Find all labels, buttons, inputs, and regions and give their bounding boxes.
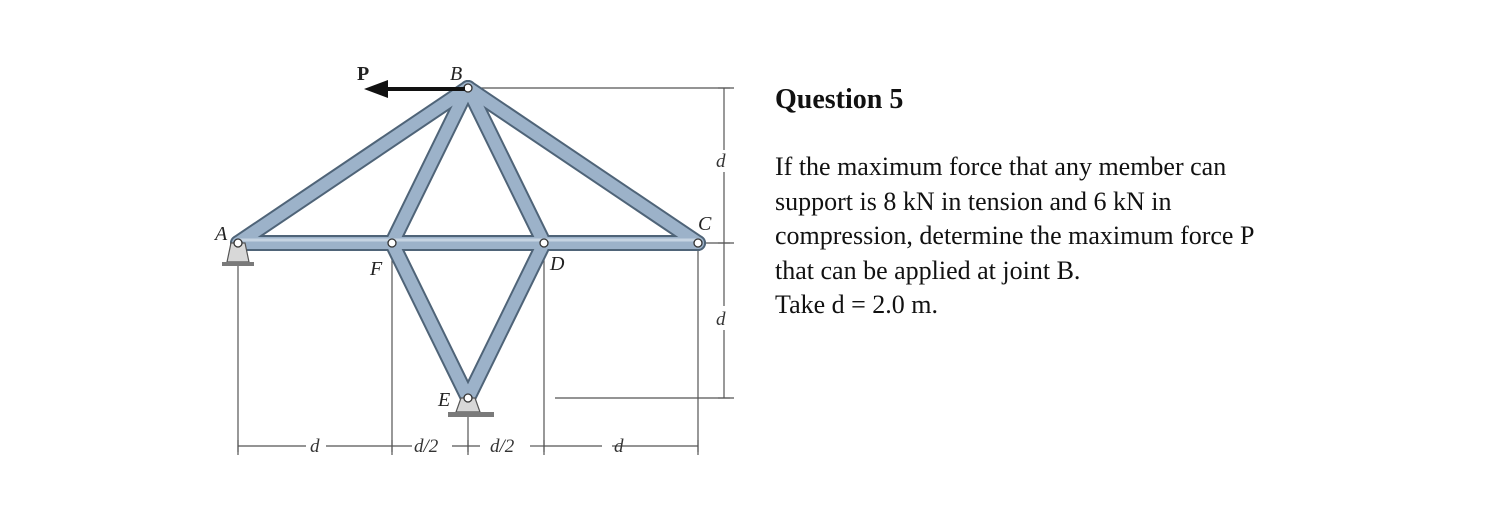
dim-label-mid-right: d/2 [490,436,515,457]
joint-label-e: E [438,389,451,411]
pin-a [234,239,242,247]
joint-label-a: A [215,223,228,245]
question-line: If the maximum force that any member can [775,152,1227,181]
support-base-e [448,412,494,417]
dim-label-right: d [614,436,624,457]
pin-c [694,239,702,247]
joint-label-f: F [370,258,383,280]
question-line: Take d = 2.0 m. [775,290,939,319]
question-line: compression, determine the maximum force P [775,221,1255,250]
joint-label-c: C [698,213,712,235]
joint-label-d: D [550,253,565,275]
question-title: Question 5 [775,84,904,115]
pin-f [388,239,396,247]
truss-members [238,88,698,398]
dimension-lines [238,88,734,455]
pin-d [540,239,548,247]
dim-label-mid-left: d/2 [414,436,439,457]
pin-b [464,84,472,92]
member-de [468,243,544,398]
joint-label-b: B [450,63,463,85]
dim-label-vert-bottom: d [716,309,726,330]
pin-e [464,394,472,402]
question-line: support is 8 kN in tension and 6 kN in [775,186,1172,216]
question-panel [775,84,1475,323]
question-line: that can be applied at joint B. [775,255,1081,285]
force-label: P [357,63,370,85]
support-base-a [222,262,254,266]
member-fe [392,243,468,398]
dim-label-left: d [310,436,320,457]
dim-label-vert-top: d [716,151,726,172]
